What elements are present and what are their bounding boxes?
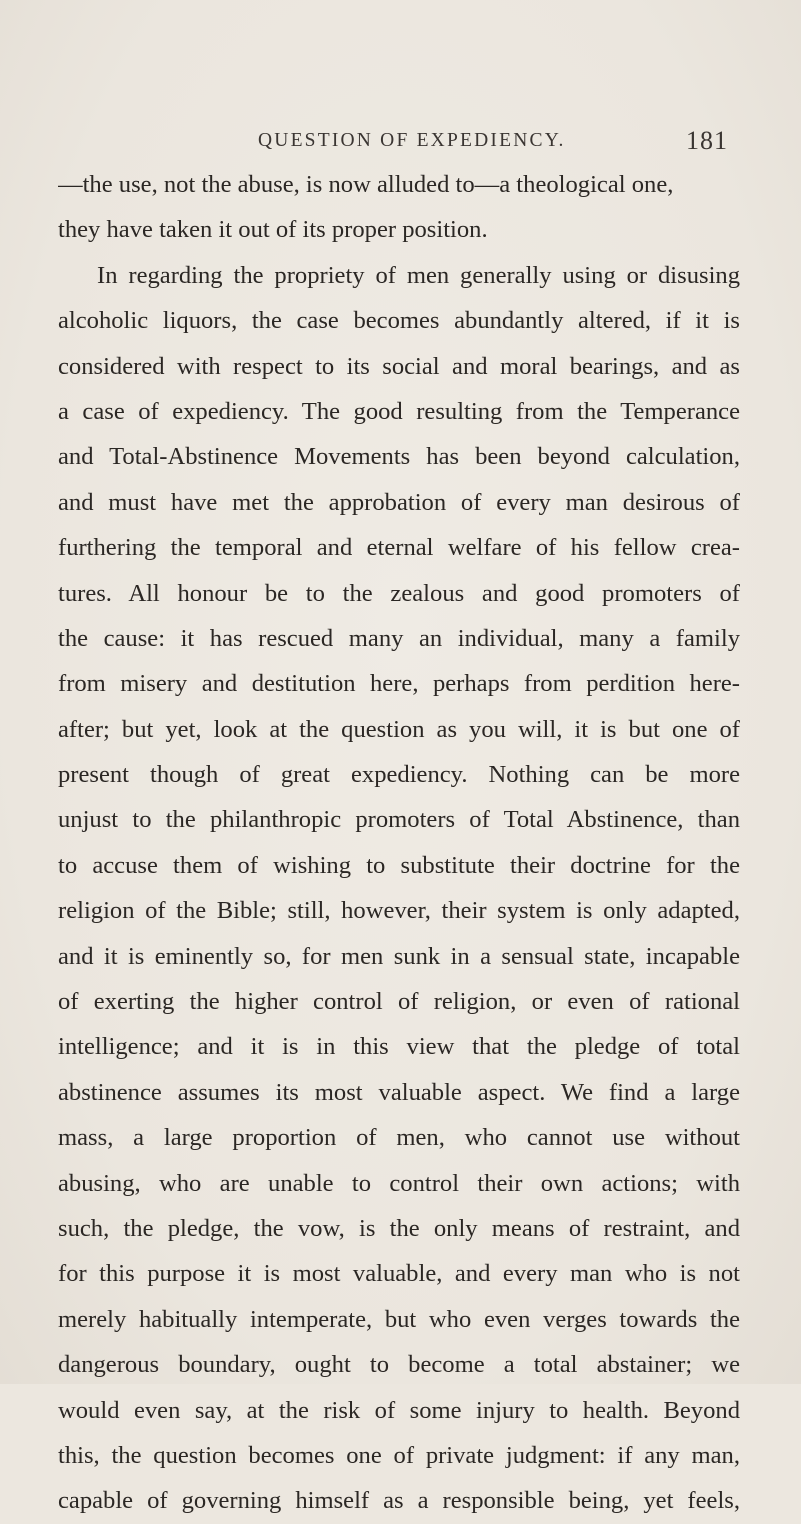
text-line: from misery and destitution here, perhaps from perdition here- bbox=[58, 670, 740, 698]
text-line: a case of expediency. The good resulting from the Temperance bbox=[58, 397, 740, 425]
text-line: furthering the temporal and eternal welfare of his fellow crea- bbox=[58, 534, 740, 562]
text-line: mass, a large proportion of men, who cannot use without bbox=[58, 1124, 740, 1152]
text-line: alcoholic liquors, the case becomes abundantly altered, if it is bbox=[58, 307, 740, 335]
text-line: religion of the Bible; still, however, their system is only adapted, bbox=[58, 897, 740, 925]
text-line: intelligence; and it is in this view that the pledge of total bbox=[58, 1033, 740, 1061]
text-line: In regarding the propriety of men generally using or disusing bbox=[97, 261, 740, 289]
running-head bbox=[258, 126, 728, 160]
text-line: and Total-Abstinence Movements has been beyond calculation, bbox=[58, 443, 740, 471]
text-line: of exerting the higher control of religion, or even of rational bbox=[58, 988, 740, 1016]
text-line: and must have met the approbation of every man desirous of bbox=[58, 488, 740, 516]
text-line: merely habitually intemperate, but who even verges towards the bbox=[58, 1305, 740, 1333]
text-line: unjust to the philanthropic promoters of Total Abstinence, than bbox=[58, 806, 740, 834]
text-line: this, the question becomes one of private judgment: if any man, bbox=[58, 1441, 740, 1469]
text-line: for this purpose it is most valuable, and every man who is not bbox=[58, 1260, 740, 1288]
text-line: after; but yet, look at the question as you will, it is but one of bbox=[58, 715, 740, 743]
text-line: such, the pledge, the vow, is the only means of restraint, and bbox=[58, 1214, 740, 1242]
text-line: and it is eminently so, for men sunk in a sensual state, incapable bbox=[58, 942, 740, 970]
text-line: abusing, who are unable to control their own actions; with bbox=[58, 1169, 740, 1197]
text-line: they have taken it out of its proper position. bbox=[58, 216, 488, 244]
text-line: considered with respect to its social and moral bearings, and as bbox=[58, 352, 740, 380]
text-line: abstinence assumes its most valuable aspect. We find a large bbox=[58, 1078, 740, 1106]
text-line: present though of great expediency. Nothing can be more bbox=[58, 761, 740, 789]
running-title: QUESTION OF EXPEDIENCY. bbox=[258, 130, 566, 151]
text-line: the cause: it has rescued many an individual, many a family bbox=[58, 624, 740, 652]
text-line: —the use, not the abuse, is now alluded to—a theological one, bbox=[58, 171, 674, 198]
text-line: dangerous boundary, ought to become a total abstainer; we bbox=[58, 1351, 740, 1379]
text-line: would even say, at the risk of some injury to health. Beyond bbox=[58, 1396, 740, 1424]
text-line: to accuse them of wishing to substitute their doctrine for the bbox=[58, 851, 740, 879]
body-text bbox=[58, 162, 740, 1524]
text-line: tures. All honour be to the zealous and good promoters of bbox=[58, 579, 740, 607]
page-number: 181 bbox=[686, 126, 728, 155]
text-line: capable of governing himself as a responsible being, yet feels, bbox=[58, 1487, 740, 1515]
